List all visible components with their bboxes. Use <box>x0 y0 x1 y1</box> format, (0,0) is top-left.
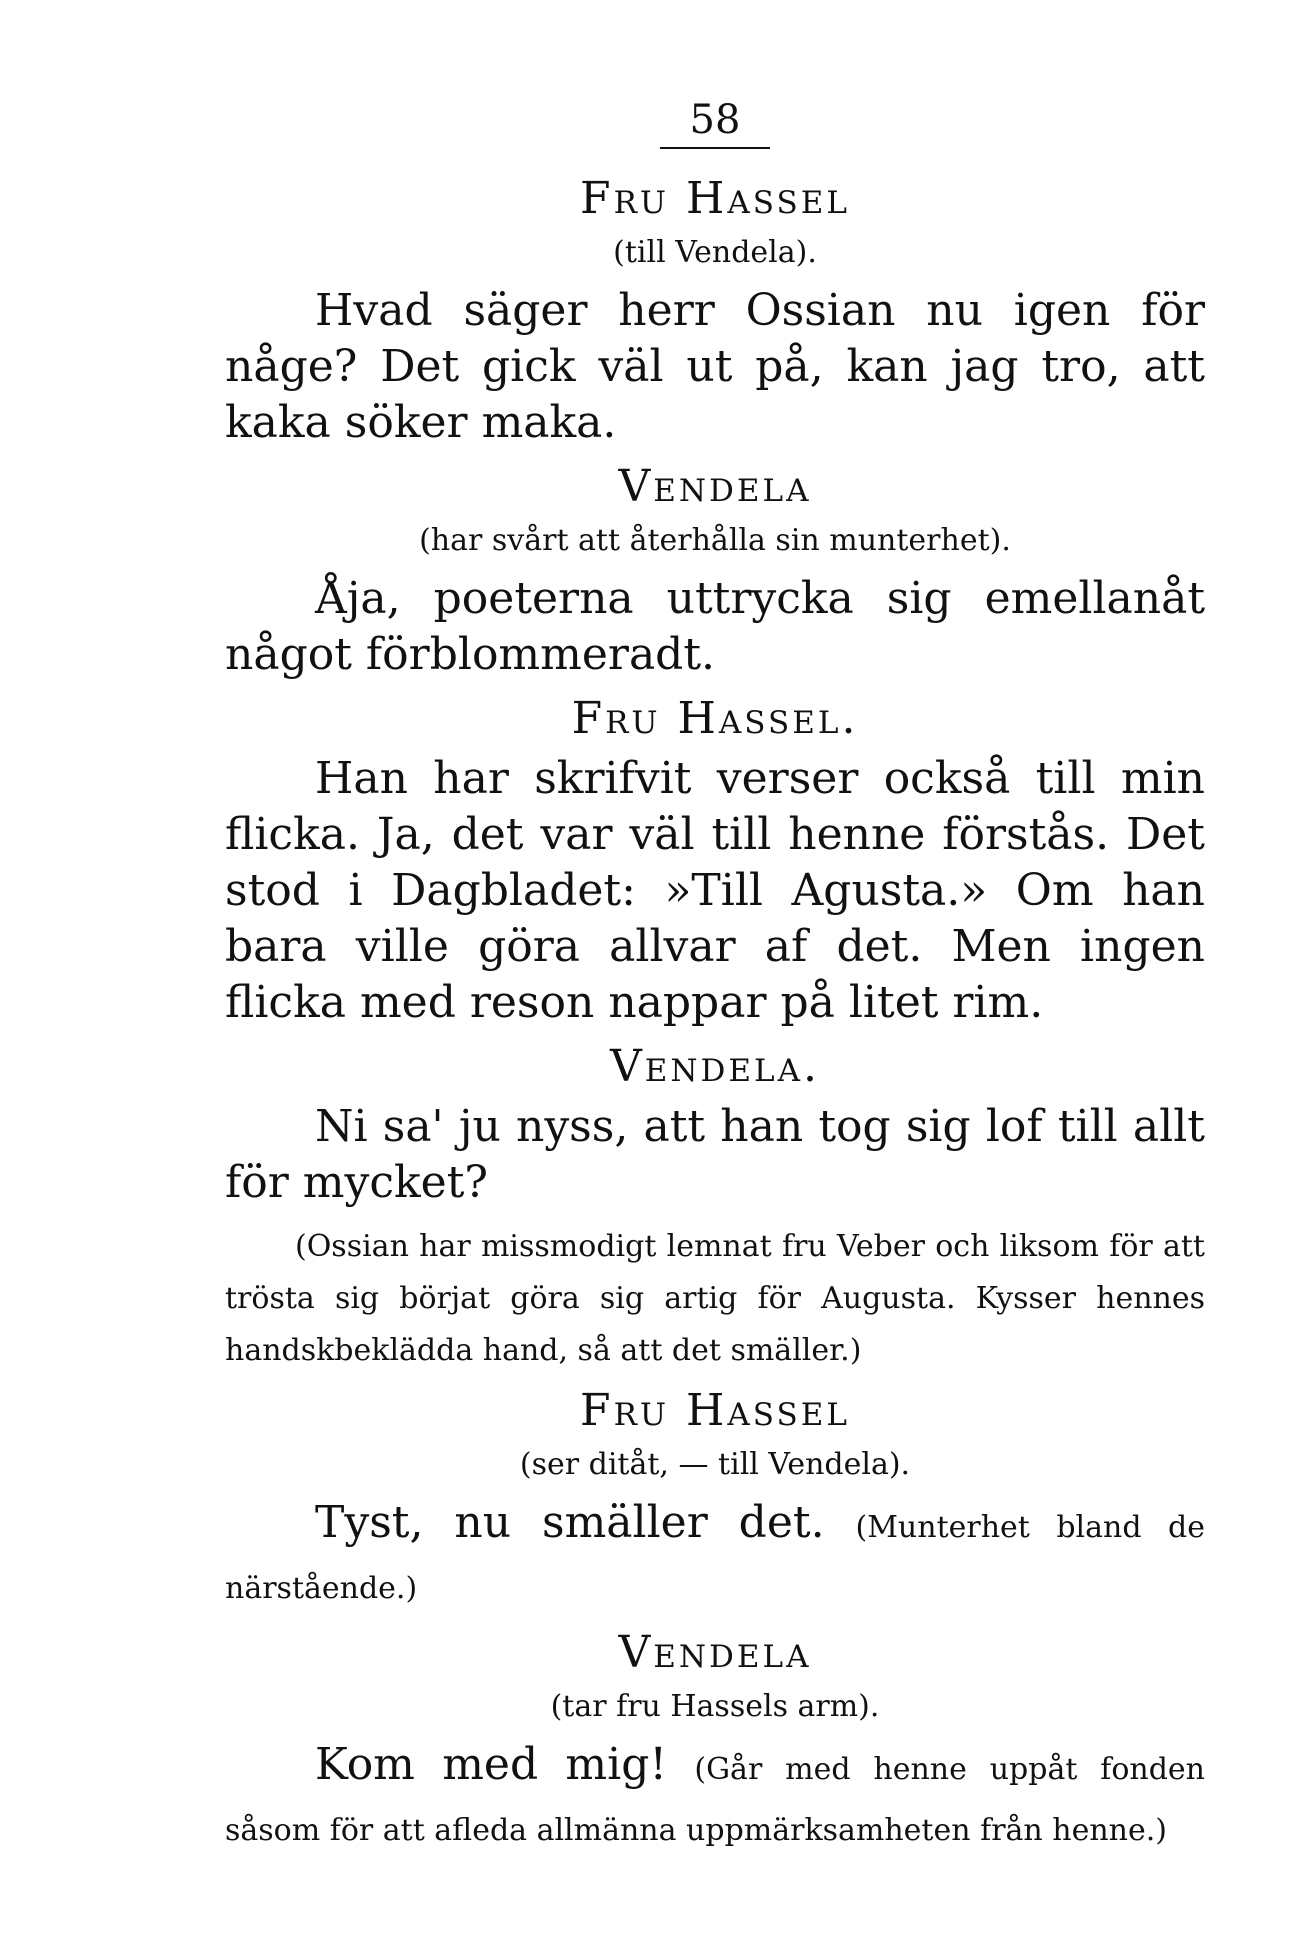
stage-direction-block: (Ossian har missmodigt lemnat fru Veber och liksom för att trösta sig börjat göra sig artig för Augusta. Kysser hennes handskbeklädda hand, så att det smäller.) <box>225 1229 1205 1368</box>
speaker-name: Vendela. <box>610 1041 820 1092</box>
speaker-name: Fru Hassel <box>580 1385 850 1436</box>
book-page <box>225 95 1205 1867</box>
inline-stage-direction: (Går med henne uppåt fonden såsom för att afleda allmänna uppmärksamheten från henne.) <box>225 1752 1205 1848</box>
stage-direction: (till Vendela). <box>613 235 817 270</box>
page-number: 58 <box>660 95 770 149</box>
speaker-name: Fru Hassel <box>580 173 850 224</box>
speech-paragraph <box>225 1495 1205 1617</box>
speaker-name: Fru Hassel. <box>571 693 859 744</box>
speech-paragraph: Åja, poeterna uttrycka sig emellanåt något förblommeradt. <box>225 573 1205 680</box>
inline-stage-direction: (Munterhet bland de närstående.) <box>225 1510 1205 1606</box>
speech-paragraph: Han har skrifvit verser också till min flicka. Ja, det var väl till henne förstås. Det stod i Dagbladet: »Till Agusta.» Om han bara ville göra allvar af det. Men ingen flicka med reson nappar på litet rim. <box>225 753 1205 1028</box>
speech-text: Kom med mig! <box>315 1739 668 1790</box>
speech-paragraph: Ni sa' ju nyss, att han tog sig lof till allt för mycket? <box>225 1101 1205 1208</box>
stage-direction: (tar fru Hassels arm). <box>550 1689 880 1724</box>
speaker-name: Vendela <box>618 461 812 512</box>
speech-paragraph <box>225 1737 1205 1859</box>
speech-text: Tyst, nu smäller det. <box>315 1497 825 1548</box>
stage-direction: (har svårt att återhålla sin munterhet). <box>419 523 1011 558</box>
speech-paragraph: Hvad säger herr Ossian nu igen för någe? Det gick väl ut på, kan jag tro, att kaka söker maka. <box>225 285 1205 448</box>
speaker-name: Vendela <box>618 1627 812 1678</box>
stage-direction: (ser ditåt, — till Vendela). <box>519 1447 911 1482</box>
